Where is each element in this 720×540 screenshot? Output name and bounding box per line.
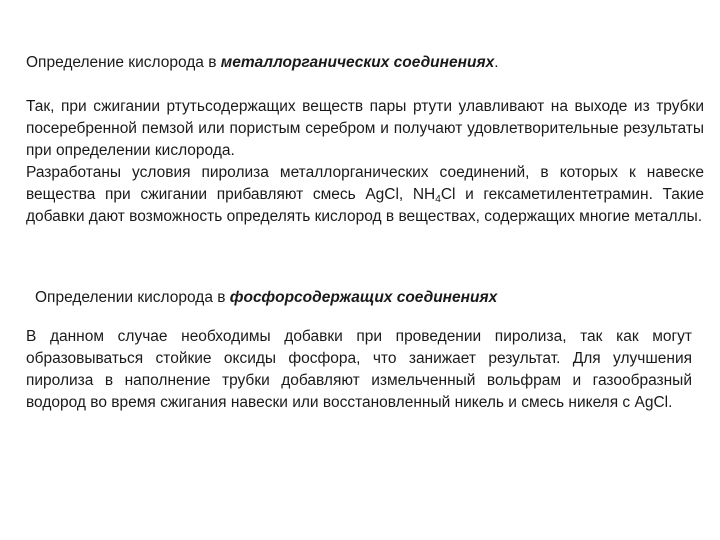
section2-heading-emphasis: фосфорсодержащих соединениях <box>229 289 498 306</box>
section1-paragraph-2-subscript: 4 <box>435 194 441 205</box>
section1-body <box>26 96 704 228</box>
section1-paragraph-2-end: Cl и гексаметилентетрамин. Такие добавки дают возможность определять кислород в веществах, содержащих многие металлы. <box>26 186 704 225</box>
section1-heading-text: Определение кислорода в <box>26 54 221 71</box>
section1-paragraph-1: Так, при сжигании ртутьсодержащих веществ пары ртути улавливают на выходе из трубки посеребренной пемзой или пористым серебром и получают удовлетворительные результаты при определении кислорода. <box>26 98 704 159</box>
section1-heading-end: . <box>494 54 499 71</box>
section2-heading-text: Определении кислорода в <box>35 289 230 306</box>
section2-body <box>26 326 692 414</box>
section2-paragraph: В данном случае необходимы добавки при проведении пиролиза, так как могут образовываться стойкие оксиды фосфора, что занижает результат. Для улучшения пиролиза в наполнение трубки добавляют измельченный вольфрам и газообразный водород во время сжигания навески или восстановленный никель и смесь никеля с AgCl. <box>26 328 692 411</box>
section1-paragraph-2-start: Разработаны условия пиролиза металлорганических соединений, в которых к навеске вещества при сжигании прибавляют смесь AgCl, NH <box>26 164 704 203</box>
section1-paragraph-2 <box>26 162 704 228</box>
section2-heading <box>35 287 497 309</box>
section1-heading <box>26 52 499 74</box>
section1-heading-emphasis: металлорганических соединениях <box>220 54 495 71</box>
